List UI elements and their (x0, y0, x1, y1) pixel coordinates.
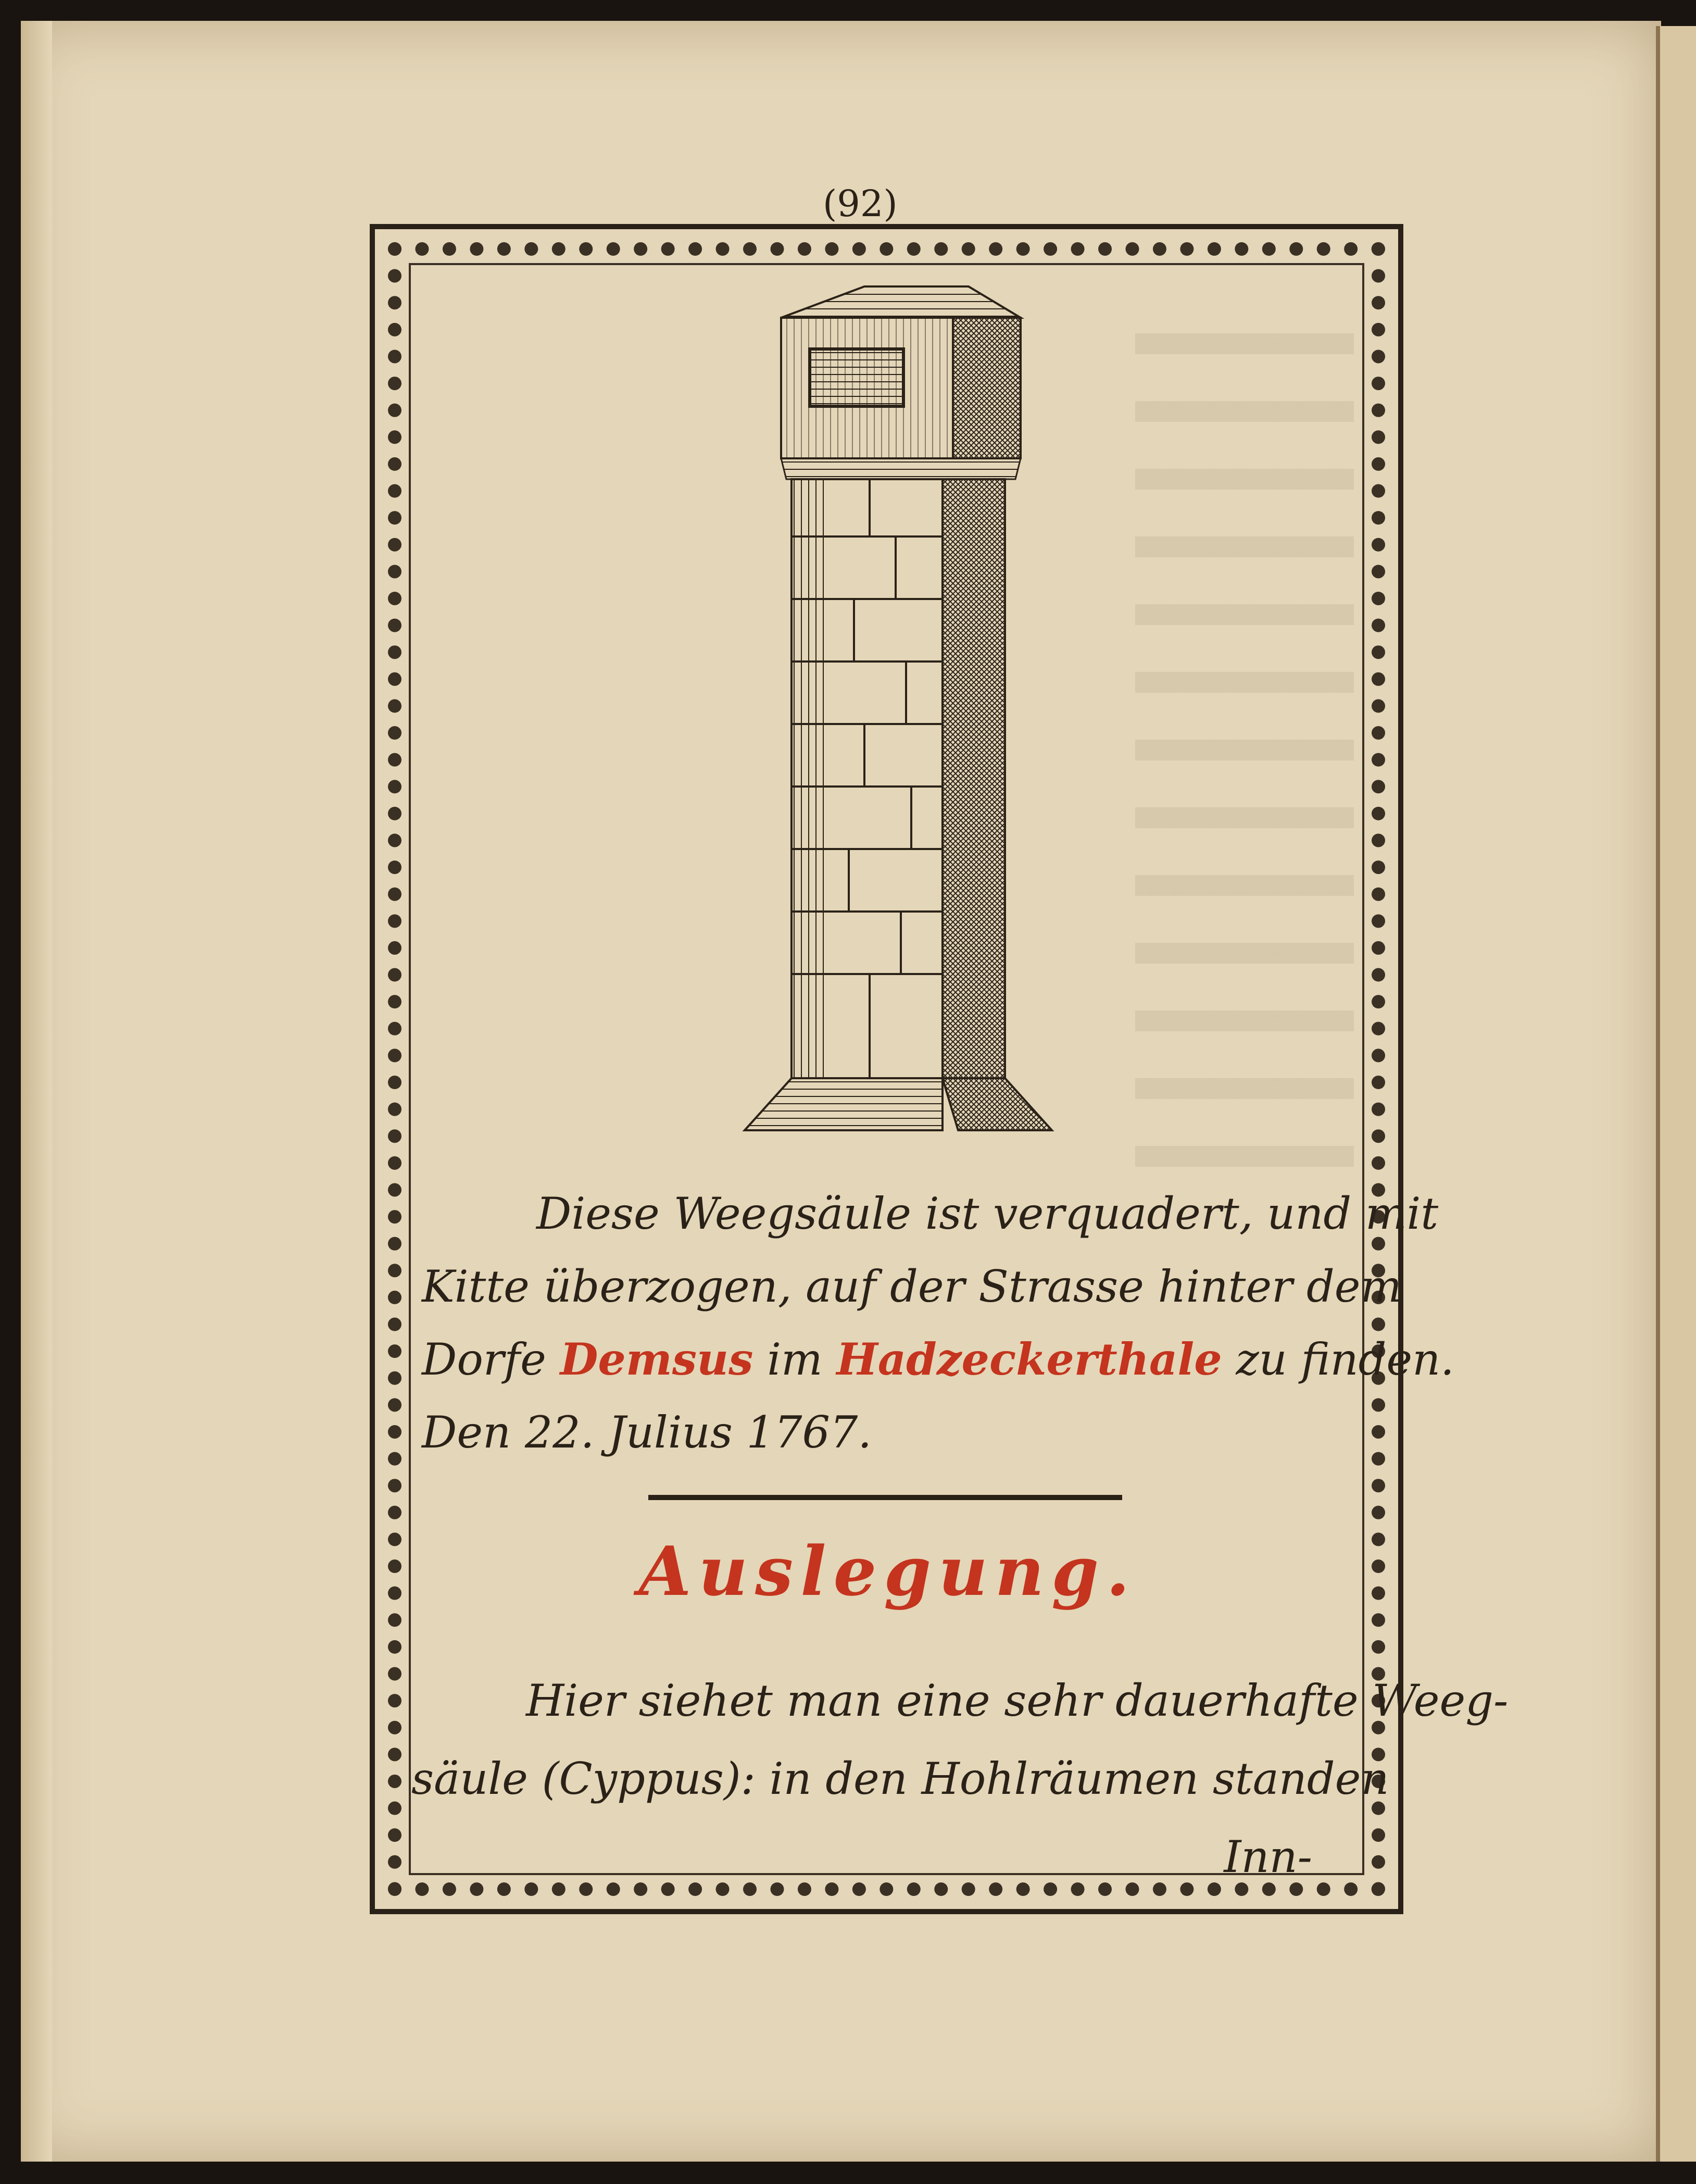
facing-page-edge (1656, 26, 1696, 2162)
caption-line-2: Kitte überzogen, auf der Strasse hinter dem (422, 1261, 1402, 1312)
pillar-roof (781, 286, 1021, 318)
pillar-engraving (739, 276, 1062, 1162)
caption-line-3 (422, 1323, 1454, 1396)
caption-text: im (753, 1334, 837, 1385)
pillar-base (745, 1078, 943, 1130)
pillar-plaque (810, 349, 903, 406)
body-line-2: säule (Cyppus): in den Hohlräumen standen (411, 1753, 1389, 1804)
catchword: Inn- (1224, 1831, 1312, 1882)
caption-text: Dorfe (422, 1334, 560, 1385)
place-name-demsus: Demsus (560, 1333, 753, 1385)
body-text (411, 1662, 1509, 1896)
place-name-hadzeckerthale: Hadzeckerthale (836, 1333, 1222, 1385)
page-edge (21, 21, 52, 2162)
caption-date: Den 22. Julius 1767. (422, 1407, 872, 1458)
pillar-cap-side (953, 318, 1021, 458)
pillar-shaft-side (943, 479, 1005, 1078)
engraving-caption (422, 1177, 1454, 1469)
caption-text: zu finden. (1222, 1334, 1454, 1385)
section-heading: Auslegung. (638, 1531, 1137, 1611)
section-divider (648, 1495, 1122, 1500)
body-line-1: Hier siehet man eine sehr dauerhafte Weeg- (526, 1675, 1509, 1726)
page-number: (92) (823, 182, 898, 225)
caption-line-1: Diese Weegsäule ist verquadert, und mit (536, 1188, 1439, 1239)
